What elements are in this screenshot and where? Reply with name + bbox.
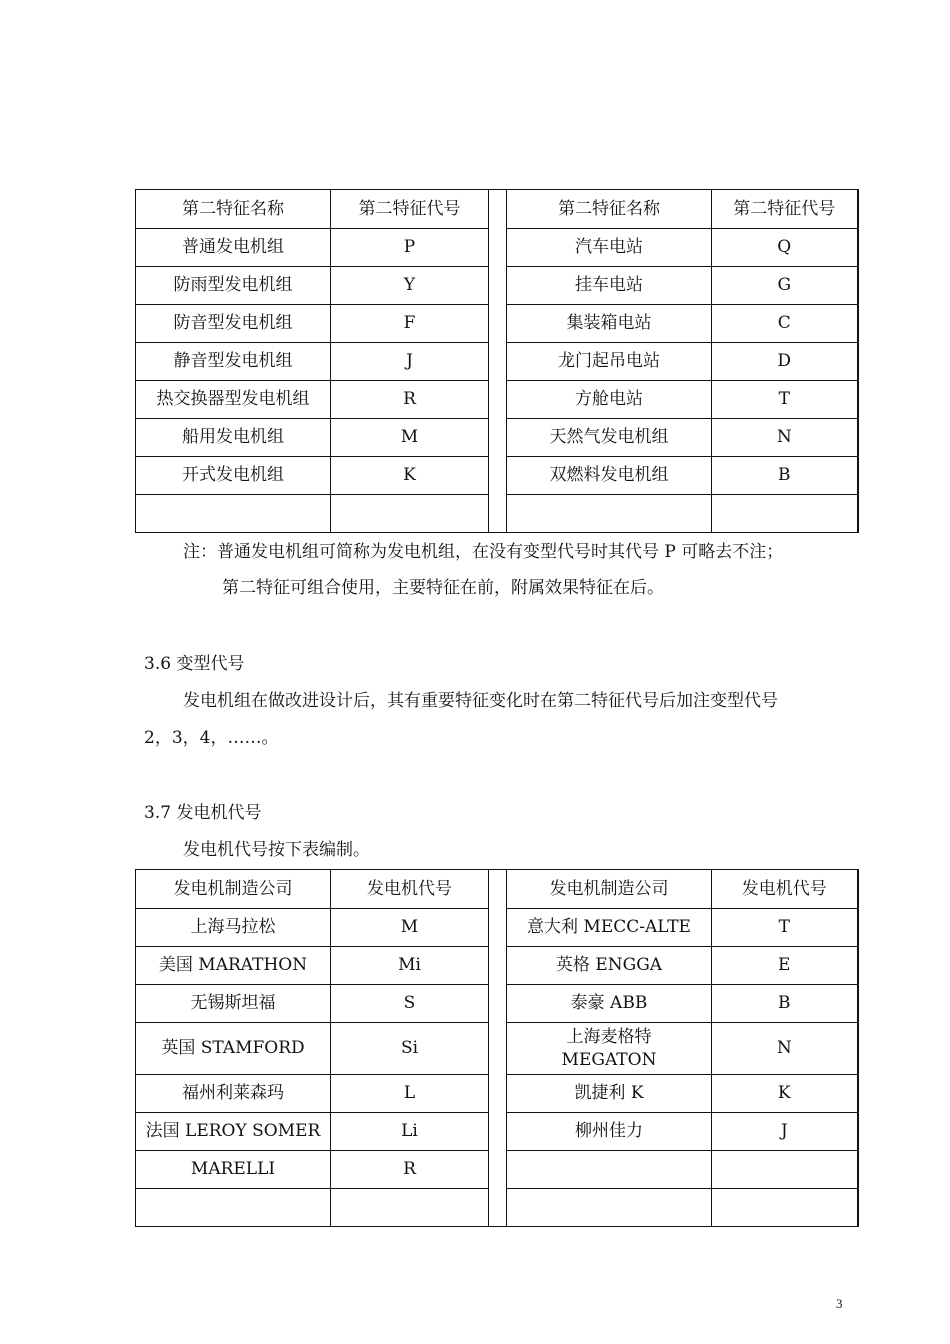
column-gap: [489, 190, 507, 229]
code-cell: P: [331, 229, 489, 267]
name-cell: 法国 LEROY SOMER: [136, 1113, 331, 1151]
code-cell: Si: [331, 1023, 489, 1075]
header-name-cell: 第二特征名称: [136, 190, 331, 229]
table-row: [136, 985, 858, 1023]
column-gap: [489, 343, 507, 381]
code-cell: M: [331, 909, 489, 947]
table-row: [136, 1189, 858, 1227]
table-row: [136, 947, 858, 985]
table-row: [136, 419, 858, 457]
column-gap: [489, 229, 507, 267]
name-cell: 天然气发电机组: [507, 419, 712, 457]
code-cell: [331, 1189, 489, 1227]
code-cell: J: [331, 343, 489, 381]
name-cell: 意大利 MECC-ALTE: [507, 909, 712, 947]
column-gap: [489, 1023, 507, 1075]
header-code-cell: 第二特征代号: [712, 190, 858, 229]
code-cell: [712, 1151, 858, 1189]
table-row: [136, 1023, 858, 1075]
header-code-cell: 发电机代号: [712, 870, 858, 909]
table-row: [136, 229, 858, 267]
column-gap: [489, 267, 507, 305]
column-gap: [489, 305, 507, 343]
page-number: 3: [836, 1296, 843, 1311]
name-cell: [136, 1189, 331, 1227]
section-3-7-paragraph: 发电机代号按下表编制。: [183, 840, 370, 860]
code-cell: B: [712, 457, 858, 495]
table-row: [136, 343, 858, 381]
column-gap: [489, 909, 507, 947]
column-gap: [489, 1189, 507, 1227]
section-3-6-paragraph-line-2: 2，3，4，……。: [144, 728, 279, 748]
table-row: [136, 457, 858, 495]
table-header-row: [136, 870, 858, 909]
name-cell: 汽车电站: [507, 229, 712, 267]
code-cell: S: [331, 985, 489, 1023]
header-name-cell: 发电机制造公司: [507, 870, 712, 909]
code-cell: M: [331, 419, 489, 457]
name-cell: [507, 1151, 712, 1189]
code-cell: Y: [331, 267, 489, 305]
name-cell: 美国 MARATHON: [136, 947, 331, 985]
table-row: [136, 267, 858, 305]
name-cell: 防音型发电机组: [136, 305, 331, 343]
code-cell: D: [712, 343, 858, 381]
header-code-cell: 发电机代号: [331, 870, 489, 909]
header-code-cell: 第二特征代号: [331, 190, 489, 229]
generator-code-table: [135, 869, 859, 1227]
code-cell: K: [331, 457, 489, 495]
table-row: [136, 495, 858, 533]
code-cell: T: [712, 909, 858, 947]
name-cell: [507, 1189, 712, 1227]
section-3-6-paragraph-line-1: 发电机组在做改进设计后，其有重要特征变化时在第二特征代号后加注变型代号: [183, 691, 778, 711]
name-cell: 双燃料发电机组: [507, 457, 712, 495]
code-cell: J: [712, 1113, 858, 1151]
code-cell: L: [331, 1075, 489, 1113]
table-row: [136, 305, 858, 343]
table-row: [136, 1151, 858, 1189]
name-cell: 上海马拉松: [136, 909, 331, 947]
name-cell: 柳州佳力: [507, 1113, 712, 1151]
name-cell: 上海麦格特 MEGATON: [507, 1023, 712, 1075]
note-line-2: 第二特征可组合使用，主要特征在前，附属效果特征在后。: [222, 578, 664, 598]
header-name-cell: 发电机制造公司: [136, 870, 331, 909]
code-cell: R: [331, 381, 489, 419]
column-gap: [489, 381, 507, 419]
code-cell: N: [712, 419, 858, 457]
code-cell: Li: [331, 1113, 489, 1151]
name-cell: 普通发电机组: [136, 229, 331, 267]
name-cell: 英国 STAMFORD: [136, 1023, 331, 1075]
name-cell: 泰豪 ABB: [507, 985, 712, 1023]
name-cell: 船用发电机组: [136, 419, 331, 457]
name-cell: 挂车电站: [507, 267, 712, 305]
code-cell: F: [331, 305, 489, 343]
column-gap: [489, 870, 507, 909]
header-name-cell: 第二特征名称: [507, 190, 712, 229]
column-gap: [489, 457, 507, 495]
code-cell: T: [712, 381, 858, 419]
code-cell: [331, 495, 489, 533]
name-cell: 方舱电站: [507, 381, 712, 419]
code-cell: E: [712, 947, 858, 985]
name-cell: 英格 ENGGA: [507, 947, 712, 985]
section-3-6-heading: 3.6 变型代号: [144, 654, 245, 674]
code-cell: B: [712, 985, 858, 1023]
table-row: [136, 381, 858, 419]
name-cell: 无锡斯坦福: [136, 985, 331, 1023]
code-cell: [712, 1189, 858, 1227]
second-feature-table: [135, 189, 859, 533]
column-gap: [489, 419, 507, 457]
name-cell: 开式发电机组: [136, 457, 331, 495]
name-cell: 静音型发电机组: [136, 343, 331, 381]
column-gap: [489, 1151, 507, 1189]
column-gap: [489, 985, 507, 1023]
column-gap: [489, 947, 507, 985]
code-cell: K: [712, 1075, 858, 1113]
section-3-7-heading: 3.7 发电机代号: [144, 803, 262, 823]
note-line-1: 注：普通发电机组可简称为发电机组，在没有变型代号时其代号 P 可略去不注；: [183, 542, 784, 562]
name-cell: 龙门起吊电站: [507, 343, 712, 381]
name-cell: 防雨型发电机组: [136, 267, 331, 305]
code-cell: R: [331, 1151, 489, 1189]
code-cell: C: [712, 305, 858, 343]
name-cell: [136, 495, 331, 533]
column-gap: [489, 1075, 507, 1113]
name-cell: 福州利莱森玛: [136, 1075, 331, 1113]
name-cell: [507, 495, 712, 533]
name-cell: 热交换器型发电机组: [136, 381, 331, 419]
name-cell: 集装箱电站: [507, 305, 712, 343]
code-cell: Mi: [331, 947, 489, 985]
column-gap: [489, 1113, 507, 1151]
code-cell: [712, 495, 858, 533]
table-row: [136, 1075, 858, 1113]
name-cell: MARELLI: [136, 1151, 331, 1189]
code-cell: G: [712, 267, 858, 305]
table-header-row: [136, 190, 858, 229]
code-cell: N: [712, 1023, 858, 1075]
column-gap: [489, 495, 507, 533]
table-row: [136, 909, 858, 947]
code-cell: Q: [712, 229, 858, 267]
table-row: [136, 1113, 858, 1151]
name-cell: 凯捷利 K: [507, 1075, 712, 1113]
